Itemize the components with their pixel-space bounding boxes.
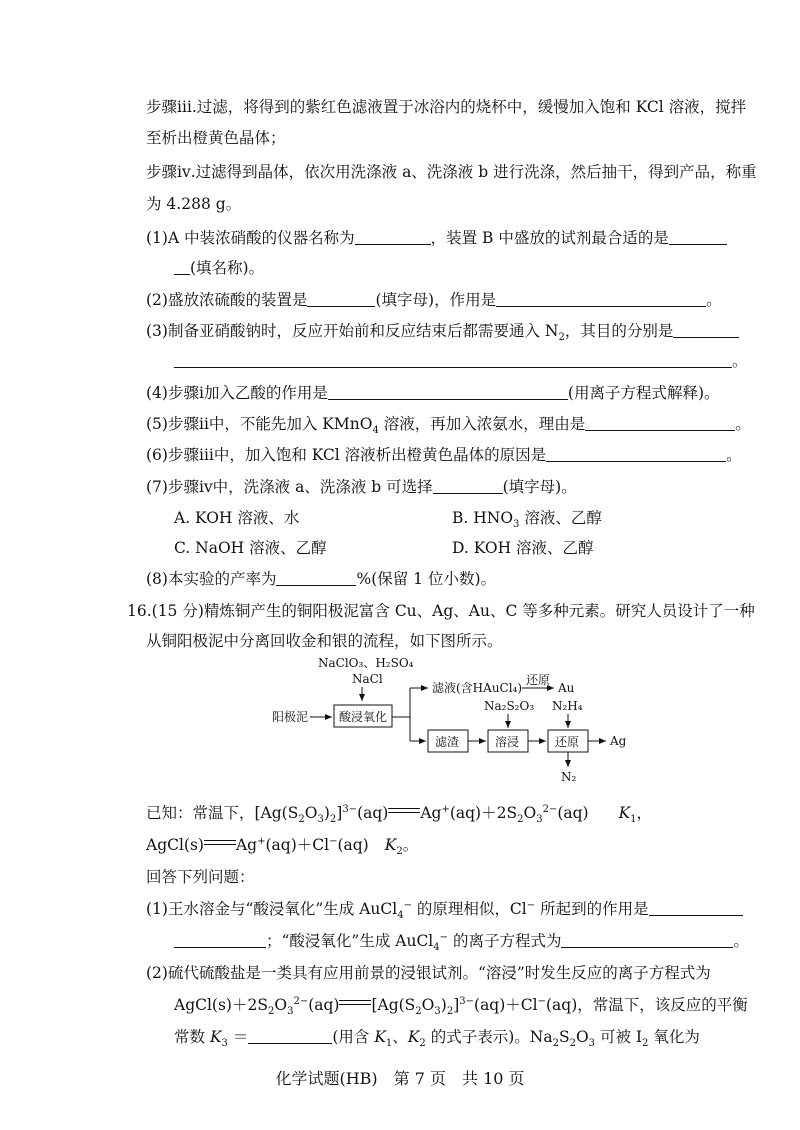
q7-text-b: (填字母)。 <box>502 478 577 496</box>
p1-e: 的离子方程式为 <box>448 932 562 950</box>
answer-blank[interactable] <box>307 290 375 307</box>
answer-blank[interactable] <box>561 931 733 948</box>
p1-sub-2: 4 <box>433 942 440 954</box>
p2-c: O <box>274 996 288 1014</box>
p1-a: (1)王水溶金与“酸浸氧化”生成 AuCl <box>146 900 398 918</box>
p2-n: 、 <box>392 1028 408 1046</box>
known1-sub-1: 2 <box>298 814 305 826</box>
p1-f: 。 <box>733 932 749 950</box>
p2-sup-2: 3− <box>459 995 475 1007</box>
known2-d: (aq) <box>337 836 369 854</box>
p2-sub-7: 2 <box>569 1038 576 1050</box>
option-b <box>452 507 602 529</box>
question-1 <box>146 227 727 249</box>
flow-reagent-na2s2o3: Na₂S₂O₃ <box>484 699 535 713</box>
q16-line2: 从铜阳极泥中分离回收金和银的流程，如下图所示。 <box>146 632 503 650</box>
known2-a: AgCl(s) <box>146 836 204 854</box>
known1-sup-3: 2− <box>542 803 558 815</box>
flow-filtrate: 滤液(含HAuCl₄) <box>432 681 523 695</box>
p2-i: (aq)＋Cl <box>474 996 538 1014</box>
known1-sub-5: 3 <box>536 814 543 826</box>
p2-p: S <box>558 1028 570 1046</box>
p2-sup-3: − <box>537 995 546 1007</box>
flow-au: Au <box>558 681 575 695</box>
known2-e: 。 <box>402 836 419 854</box>
answer-blank[interactable] <box>276 569 356 586</box>
q2-text-b: (填字母)，作用是 <box>375 291 497 309</box>
question-1-cont <box>174 257 264 279</box>
known1-b: O <box>304 804 318 822</box>
q5-text-c: 。 <box>735 415 751 433</box>
answer-blank[interactable] <box>328 383 568 400</box>
flow-box-residue-label: 滤渣 <box>435 735 460 749</box>
p2-k1: K <box>374 1028 386 1046</box>
known-equation-2 <box>146 834 418 856</box>
p2-g: ) <box>440 996 447 1014</box>
option-c: C. NaOH 溶液、乙醇 <box>174 539 327 557</box>
part-2-cont <box>174 1026 700 1048</box>
q16-line1: 16.(15 分)精炼铜产生的铜阳极泥富含 Cu、Ag、Au、C 等多种元素。研究人员设计了一种 <box>127 602 755 620</box>
p2-r: 可被 I <box>595 1028 643 1046</box>
p2-f: O <box>421 996 435 1014</box>
known1-sup-2: + <box>441 803 450 815</box>
p2-q: O <box>575 1028 589 1046</box>
p1-sup-2: − <box>526 899 536 911</box>
q4-text-a: (4)步骤ⅰ加入乙酸的作用是 <box>146 384 328 402</box>
option-b-sub: 3 <box>513 519 520 531</box>
known1-h: O <box>523 804 537 822</box>
p2-sub-2: 3 <box>287 1006 294 1018</box>
equilibrium-arrow <box>204 836 236 850</box>
option-d: D. KOH 溶液、乙醇 <box>452 539 594 557</box>
step3-line2: 至析出橙黄色晶体； <box>146 129 286 147</box>
question-7 <box>146 476 577 498</box>
equilibrium-arrow <box>339 996 371 1010</box>
known1-k: K <box>618 804 631 822</box>
flow-box-reduce-label: 还原 <box>555 735 580 749</box>
known1-j: ， <box>636 804 653 822</box>
p2-k2-sub: 2 <box>419 1038 426 1050</box>
p1-sup-3: − <box>439 931 449 943</box>
q1-text-a: (1)A 中装浓硝酸的仪器名称为 <box>146 229 355 247</box>
q7-text-a: (7)步骤ⅳ中，洗涤液 a、洗涤液 b 可选择 <box>146 478 433 496</box>
q6-text-c: 。 <box>726 446 742 464</box>
question-3 <box>146 320 739 342</box>
answer-blank[interactable] <box>355 228 431 245</box>
known1-d: ] <box>336 804 343 822</box>
known1-i: (aq) <box>557 804 589 822</box>
q8-text-a: (8)本实验的产率为 <box>146 570 277 588</box>
q3-text-b: ，其目的分别是 <box>564 322 674 340</box>
equilibrium-arrow <box>388 804 420 818</box>
known-equation-1 <box>146 802 652 824</box>
known1-sub-3: 2 <box>329 814 337 826</box>
q8-text-b: %(保留 1 位小数)。 <box>356 570 497 588</box>
flow-reagent-n2h4: N₂H₄ <box>552 699 583 713</box>
known1-e: (aq) <box>357 804 389 822</box>
p2-k3: K <box>209 1028 222 1046</box>
answer-blank[interactable] <box>174 351 732 368</box>
p2-m: (用含 <box>332 1028 375 1046</box>
option-b-text-2: 溶液、乙醇 <box>519 509 602 527</box>
question-3-cont <box>174 350 748 372</box>
flow-box-dissolve-label: 溶浸 <box>495 735 520 749</box>
p2-sub-1: 2 <box>267 1006 275 1018</box>
answer-blank[interactable] <box>585 414 735 431</box>
p2-d: (aq) <box>308 996 340 1014</box>
flow-n2: N₂ <box>561 770 577 784</box>
part-1-cont <box>174 930 749 952</box>
known2-k-sub: 2 <box>396 846 403 858</box>
q1-text-b: ，装置 B 中盛放的试剂最合适的是 <box>430 229 669 247</box>
flow-box-acid-leach-label: 酸浸氧化 <box>339 710 388 724</box>
p2-sub-4: 3 <box>434 1006 441 1018</box>
q5-text-a: (5)步骤ⅱ中，不能先加入 KMnO <box>146 415 373 433</box>
p2-j: (aq)，常温下，该反应的平衡 <box>545 996 748 1014</box>
q6-text-a: (6)步骤ⅲ中，加入饱和 KCl 溶液析出橙黄色晶体的原因是 <box>146 446 547 464</box>
answer-blank[interactable] <box>248 1027 332 1044</box>
option-b-text-1: B. HNO <box>452 509 514 527</box>
p2-sub-9: 2 <box>642 1038 649 1050</box>
answer-intro: 回答下列问题： <box>146 868 255 886</box>
answer-blank[interactable] <box>433 477 503 494</box>
p2-k: 常数 <box>174 1028 210 1046</box>
flow-reagent-nacl: NaCl <box>352 672 383 686</box>
known2-b: Ag <box>235 836 258 854</box>
question-2 <box>146 289 722 311</box>
known1-sub-4: 2 <box>517 814 524 826</box>
known1-g: (aq)＋2S <box>449 804 518 822</box>
question-4 <box>146 382 720 404</box>
q5-sub: 4 <box>372 425 379 437</box>
p2-b: AgCl(s)＋2S <box>174 996 268 1014</box>
p1-d: ；“酸浸氧化”生成 AuCl <box>266 932 434 950</box>
part-2: (2)硫代硫酸盐是一类具有应用前景的浸银试剂。“溶浸”时发生反应的离子方程式为 <box>146 964 711 982</box>
q2-text-a: (2)盛放浓硫酸的装置是 <box>146 291 308 309</box>
flow-start-anode-mud: 阳极泥 <box>272 710 309 724</box>
known2-k: K <box>384 836 397 854</box>
flow-ag: Ag <box>610 734 627 748</box>
answer-blank[interactable] <box>174 931 266 948</box>
p2-sub-3: 2 <box>415 1006 422 1018</box>
p1-c: 所起到的作用是 <box>535 900 649 918</box>
p1-b: 的原理相似，Cl <box>412 900 527 918</box>
question-6 <box>146 444 742 466</box>
step4-line1: 步骤ⅳ.过滤得到晶体，依次用洗涤液 a、洗涤液 b 进行洗涤，然后抽干，得到产品，称重 <box>146 163 757 181</box>
page-footer: 化学试题(HB) 第 7 页 共 10 页 <box>275 1069 525 1088</box>
p2-k2: K <box>407 1028 420 1046</box>
question-5 <box>146 413 751 435</box>
question-8 <box>146 568 496 590</box>
p2-l: ＝ <box>227 1028 249 1046</box>
p1-sub-1: 4 <box>397 910 404 922</box>
flow-reagent-nacl03-h2so4: NaClO₃、H₂SO₄ <box>318 656 414 670</box>
answer-blank[interactable] <box>669 228 727 245</box>
q4-text-b: (用离子方程式解释)。 <box>567 384 720 402</box>
known1-c: ) <box>323 804 330 822</box>
p2-sub-5: 2 <box>446 1006 454 1018</box>
answer-blank[interactable] <box>649 899 743 916</box>
q2-text-c: 。 <box>706 291 722 309</box>
p2-o: 的式子表示)。Na <box>425 1028 553 1046</box>
known2-sup-1: + <box>257 835 266 847</box>
q3-text-a: (3)制备亚硝酸钠时，反应开始前和反应结束后都需要通入 N <box>146 322 559 340</box>
known1-a: 已知：常温下，[Ag(S <box>146 804 299 822</box>
q3-end: 。 <box>732 352 748 370</box>
p2-k1-sub: 1 <box>385 1038 393 1050</box>
p2-k3-sub: 3 <box>221 1038 228 1050</box>
answer-blank[interactable] <box>546 445 726 462</box>
known1-sup-1: 3− <box>342 803 358 815</box>
known1-k-sub: 1 <box>630 814 637 826</box>
p2-sub-8: 3 <box>588 1038 596 1050</box>
answer-blank[interactable] <box>174 258 190 275</box>
known1-sub-2: 3 <box>317 814 324 826</box>
q5-text-b: 溶液，再加入浓氨水，理由是 <box>378 415 586 433</box>
flow-reduce-label: 还原 <box>526 673 551 687</box>
part-2-equation <box>174 994 748 1016</box>
step4-line2: 为 4.288 g。 <box>146 195 242 213</box>
p2-e: [Ag(S <box>371 996 416 1014</box>
answer-blank[interactable] <box>496 290 706 307</box>
step3-line1: 步骤ⅲ.过滤，将得到的紫红色滤液置于冰浴内的烧杯中，缓慢加入饱和 KCl 溶液，搅拌 <box>146 98 747 116</box>
p2-sup-1: 2− <box>293 995 309 1007</box>
q1-text-c: (填名称)。 <box>190 259 265 277</box>
q3-sub: 2 <box>558 332 565 344</box>
part-1 <box>146 898 743 920</box>
answer-blank[interactable] <box>673 321 739 338</box>
p2-sub-6: 2 <box>552 1038 559 1050</box>
known1-f: Ag <box>420 804 442 822</box>
p2-h: ] <box>453 996 460 1014</box>
known2-sup-2: − <box>329 835 338 847</box>
known2-c: (aq)＋Cl <box>265 836 330 854</box>
flow-diagram <box>270 655 650 785</box>
p2-s: 氧化为 <box>648 1028 700 1046</box>
p1-sup-1: − <box>403 899 412 911</box>
option-a: A. KOH 溶液、水 <box>174 509 300 527</box>
